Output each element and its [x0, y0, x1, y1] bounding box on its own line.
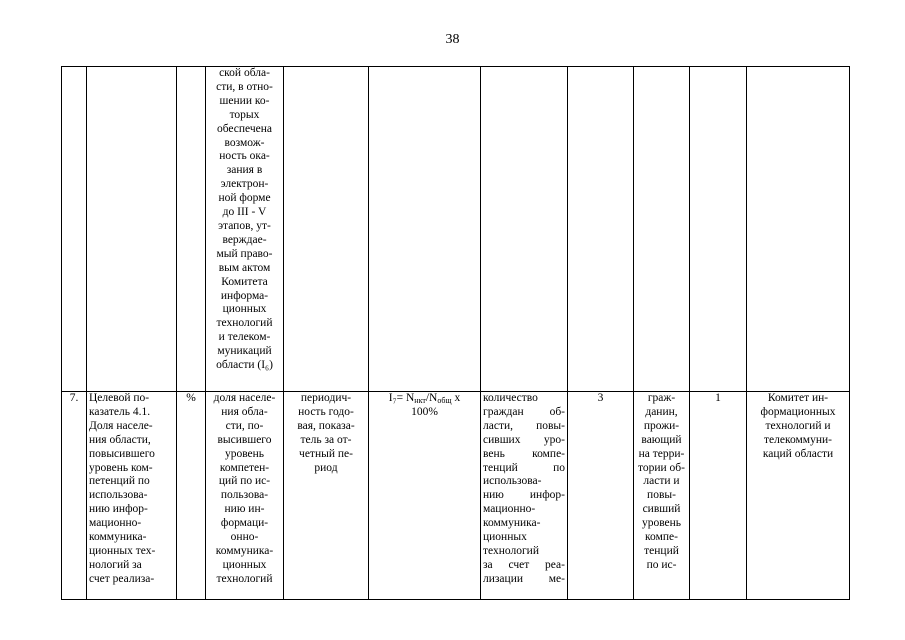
text-line: Доля населе-: [89, 419, 153, 432]
text-line: сивших уро-: [483, 433, 565, 446]
text-line: электрон-: [220, 178, 269, 191]
indicator-definition: [206, 392, 284, 600]
text-line: зания в: [226, 164, 263, 177]
text-line: периодич-: [300, 392, 352, 404]
text-line: использова-: [483, 475, 542, 488]
page-number: 38: [445, 32, 460, 47]
text-line: сти, в отно-: [216, 80, 273, 93]
text-line: нологий за: [89, 558, 142, 571]
periodicity: [284, 392, 369, 600]
table-row-continued: [62, 67, 850, 392]
text-line: уровень: [641, 517, 682, 530]
text-line: сивший: [642, 503, 681, 516]
text-line: коммуника-: [89, 531, 147, 544]
text-line: ния обла-: [221, 405, 268, 418]
cell-col10-empty: [690, 67, 747, 392]
text-line: пользова-: [220, 489, 269, 502]
text-line: технологий и: [765, 419, 831, 432]
cell-definition-continued: [206, 67, 284, 392]
text-line: вень компе-: [483, 447, 565, 460]
text-line: тенций: [644, 544, 679, 557]
formula-tail: x: [451, 392, 461, 404]
cell-formula-empty: [369, 67, 481, 392]
text-line: области (I₆): [216, 359, 273, 372]
text-line: обеспечена: [216, 122, 273, 135]
text-line: высившего: [217, 433, 272, 446]
cell-col9-empty: [634, 67, 690, 392]
text-line: данин,: [645, 405, 678, 418]
text-line: ционных: [483, 531, 527, 544]
text-line: риод: [314, 461, 338, 474]
text-line: количество: [483, 392, 538, 404]
text-line: до III - V: [222, 206, 267, 219]
formula-line2: 100%: [411, 405, 438, 418]
text-line: компе-: [645, 531, 678, 544]
text-line: использова-: [89, 489, 148, 502]
cell-number-empty: [62, 67, 87, 392]
text-line: ционных: [222, 303, 267, 316]
table-row-7: [62, 392, 850, 600]
text-line: нию инфор-: [483, 489, 565, 502]
formula-sub1: нкт: [414, 396, 426, 405]
text-line: доля населе-: [213, 392, 276, 404]
text-line: ния области,: [89, 433, 151, 446]
text-line: коммуника-: [215, 544, 274, 557]
indicators-table: [61, 66, 850, 600]
row-number: 7.: [62, 392, 87, 600]
text-line: ской обла-: [219, 67, 270, 79]
text-line: ций по ис-: [218, 475, 271, 488]
text-line: на терри-: [638, 447, 685, 460]
text-line: онно-: [230, 531, 259, 544]
text-line: верждае-: [222, 233, 267, 246]
col8-value: 3: [568, 392, 634, 600]
formula-sub2: общ: [437, 396, 452, 405]
formula: [369, 392, 481, 600]
text-line: четный пе-: [299, 447, 353, 460]
text-line: коммуника-: [483, 517, 541, 530]
text-line: казатель 4.1.: [89, 405, 151, 418]
text-line: тенций по: [483, 461, 565, 474]
text-line: ционных: [222, 558, 267, 571]
text-line: лизации ме-: [483, 572, 565, 585]
text-line: торых: [229, 108, 260, 121]
cell-col8-empty: [568, 67, 634, 392]
text-line: мационно-: [89, 517, 142, 530]
text-line: формационных: [760, 405, 836, 418]
text-line: вая, показа-: [297, 419, 355, 432]
text-line: телекоммуни-: [764, 433, 832, 446]
cell-unit-empty: [177, 67, 206, 392]
text-line: и телеком-: [218, 331, 271, 344]
text-line: этапов, ут-: [218, 219, 271, 232]
cell-periodicity-empty: [284, 67, 369, 392]
text-line: Комитета: [221, 275, 268, 288]
text-line: тель за от-: [300, 433, 352, 446]
basic-indicators: [481, 392, 568, 600]
text-line: формаци-: [220, 517, 269, 530]
text-line: технологий: [216, 572, 273, 585]
text-line: нию ин-: [224, 503, 265, 516]
cell-basic-empty: [481, 67, 568, 392]
unit: %: [177, 392, 206, 600]
text-line: вающий: [641, 433, 682, 446]
text-line: компетен-: [219, 461, 270, 474]
text-line: по ис-: [646, 558, 677, 571]
text-line: ласти и: [643, 475, 680, 488]
col9-description: [634, 392, 690, 600]
text-line: нию инфор-: [89, 503, 148, 516]
text-line: граждан об-: [483, 405, 565, 418]
text-line: ной форме: [218, 192, 271, 205]
text-line: за счет реа-: [483, 558, 565, 571]
responsible-body: [747, 392, 850, 600]
text-line: каций области: [762, 447, 834, 460]
text-line: вым актом: [218, 261, 271, 274]
text-line: шении ко-: [219, 94, 270, 107]
formula-main: I₇= N: [388, 392, 415, 404]
text-line: ность годо-: [298, 405, 354, 418]
cell-indicator-empty: [87, 67, 177, 392]
text-line: технологий: [216, 317, 273, 330]
cell-responsible-empty: [747, 67, 850, 392]
text-line: уровень: [224, 447, 265, 460]
text-line: Целевой по-: [89, 392, 150, 404]
text-line: технологий: [483, 544, 539, 557]
text-line: граж-: [647, 392, 676, 404]
formula-mid: /N: [425, 392, 438, 404]
text-line: повы-: [647, 489, 676, 502]
text-line: повысившего: [89, 447, 155, 460]
text-line: возмож-: [224, 136, 265, 149]
text-line: мый право-: [216, 247, 273, 260]
text-line: Комитет ин-: [767, 392, 829, 404]
text-line: тории об-: [638, 461, 685, 474]
text-line: информа-: [220, 289, 269, 302]
text-line: петенций по: [89, 475, 150, 488]
indicator-name: [87, 392, 177, 600]
text-line: муникаций: [217, 345, 272, 358]
text-line: счет реализа-: [89, 572, 155, 585]
text-line: уровень ком-: [89, 461, 153, 474]
text-line: прожи-: [643, 419, 680, 432]
text-line: сти, по-: [225, 419, 264, 432]
text-line: ласти, повы-: [483, 419, 565, 432]
col10-value: 1: [690, 392, 747, 600]
text-line: мационно-: [483, 503, 536, 516]
text-line: ность ока-: [219, 150, 270, 163]
text-line: ционных тех-: [89, 544, 156, 557]
